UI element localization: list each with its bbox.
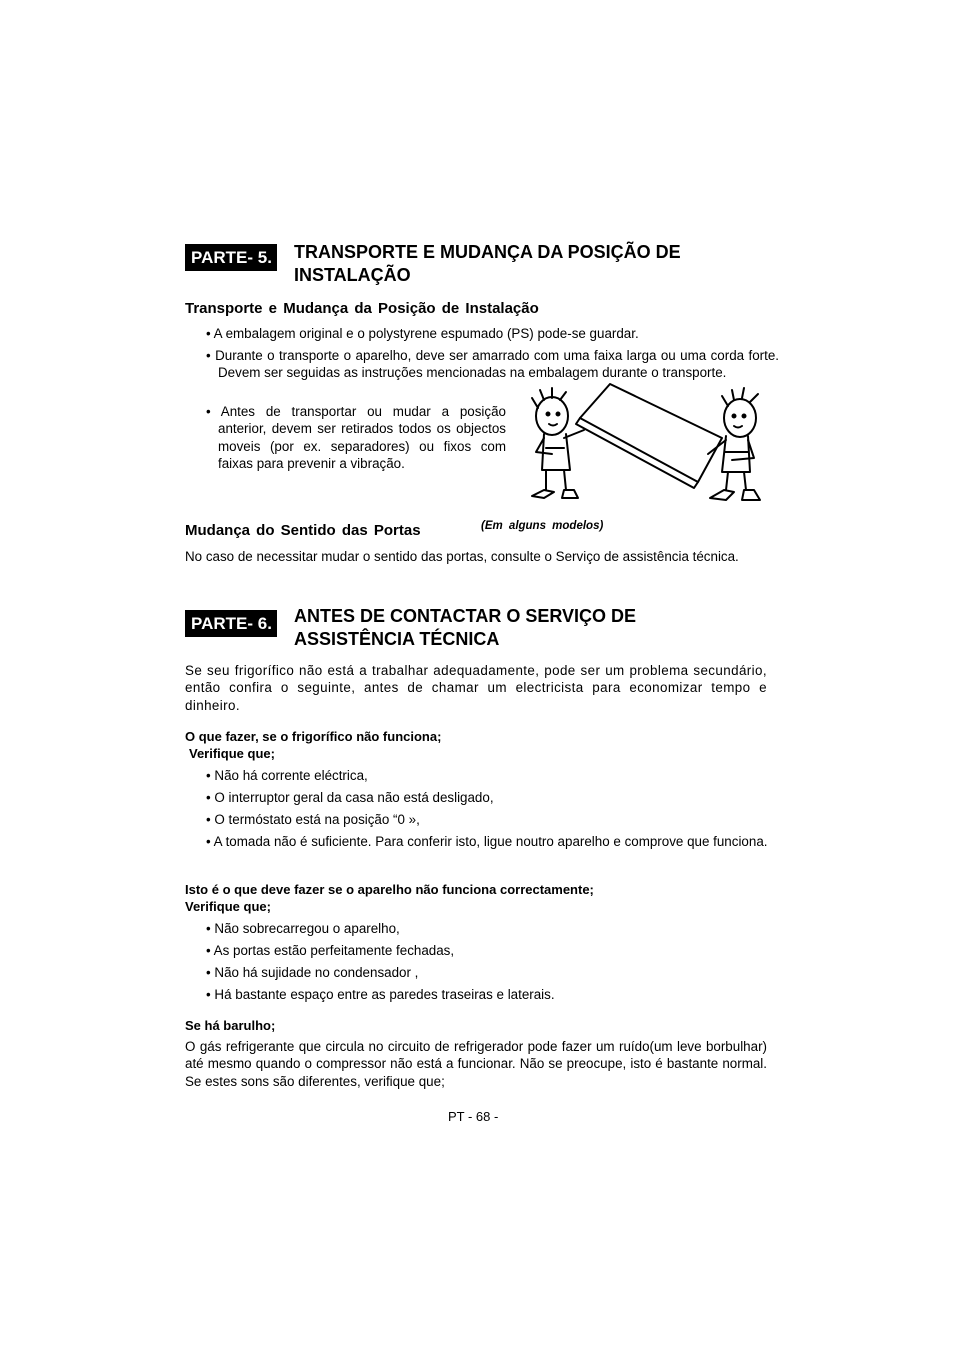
q3-text: O gás refrigerante que circula no circuito de refrigerador pode fazer um ruído(um leve borbulhar) até mesmo quando o compressor não está a funcionar. Não se preocupe, isto é bastante normal. Se estes sons são diferentes, verifique que; bbox=[185, 1039, 767, 1089]
q1-item-2: • O interruptor geral da casa não está desligado, bbox=[206, 790, 494, 805]
part6-tag: PARTE- 6. bbox=[185, 610, 277, 637]
part5-title-line1: TRANSPORTE E MUDANÇA DA POSIÇÃO DE bbox=[294, 242, 681, 262]
part6-title-line2: ASSISTÊNCIA TÉCNICA bbox=[294, 629, 500, 649]
q2-item-4: • Há bastante espaço entre as paredes traseiras e laterais. bbox=[206, 987, 555, 1002]
q2-item-1: • Não sobrecarregou o aparelho, bbox=[206, 921, 400, 936]
part5-bullet-2: • Durante o transporte o aparelho, deve ser amarrado com uma faixa larga ou uma corda forte. Devem ser seguidas as instruções mencionadas na embalagem durante o transporte. bbox=[206, 348, 779, 381]
doors-note: (Em alguns modelos) bbox=[481, 520, 604, 532]
page-number: PT - 68 - bbox=[448, 1109, 499, 1124]
q2-title: Isto é o que deve fazer se o aparelho não funciona correctamente; bbox=[185, 882, 594, 897]
doors-text: No caso de necessitar mudar o sentido das portas, consulte o Serviço de assistência técnica. bbox=[185, 549, 739, 564]
two-kids-carrying-appliance-illustration bbox=[522, 378, 772, 512]
part5-bullet-3: • Antes de transportar ou mudar a posição anterior, devem ser retirados todos os objectos moveis (por ex. separadores) ou fixos com faixas para prevenir a vibração. bbox=[206, 404, 506, 471]
part5-bullet-1: • A embalagem original e o polystyrene espumado (PS) pode-se guardar. bbox=[206, 326, 639, 341]
doors-title: Mudança do Sentido das Portas bbox=[185, 522, 421, 539]
q1-item-3: • O termóstato está na posição “0 », bbox=[206, 812, 420, 827]
part5-tag: PARTE- 5. bbox=[185, 244, 277, 271]
q2-item-2: • As portas estão perfeitamente fechadas, bbox=[206, 943, 455, 958]
part6-intro: Se seu frigorífico não está a trabalhar adequadamente, pode ser um problema secundário, então confira o seguinte, antes de chamar um electricista para economizar tempo e dinheiro. bbox=[185, 663, 767, 713]
q1-item-4: • A tomada não é suficiente. Para conferir isto, ligue noutro aparelho e comprove que funciona. bbox=[206, 834, 768, 849]
q2-check: Verifique que; bbox=[185, 899, 271, 914]
q1-item-1: • Não há corrente eléctrica, bbox=[206, 768, 368, 783]
part5-subtitle: Transporte e Mudança da Posição de Instalação bbox=[185, 300, 539, 317]
part5-title-line2: INSTALAÇÃO bbox=[294, 265, 411, 285]
q2-item-3: • Não há sujidade no condensador , bbox=[206, 965, 419, 980]
q1-check: Verifique que; bbox=[189, 746, 275, 761]
q1-title: O que fazer, se o frigorífico não funciona; bbox=[185, 729, 442, 744]
q3-title: Se há barulho; bbox=[185, 1018, 276, 1033]
part6-title-line1: ANTES DE CONTACTAR O SERVIÇO DE bbox=[294, 606, 637, 626]
